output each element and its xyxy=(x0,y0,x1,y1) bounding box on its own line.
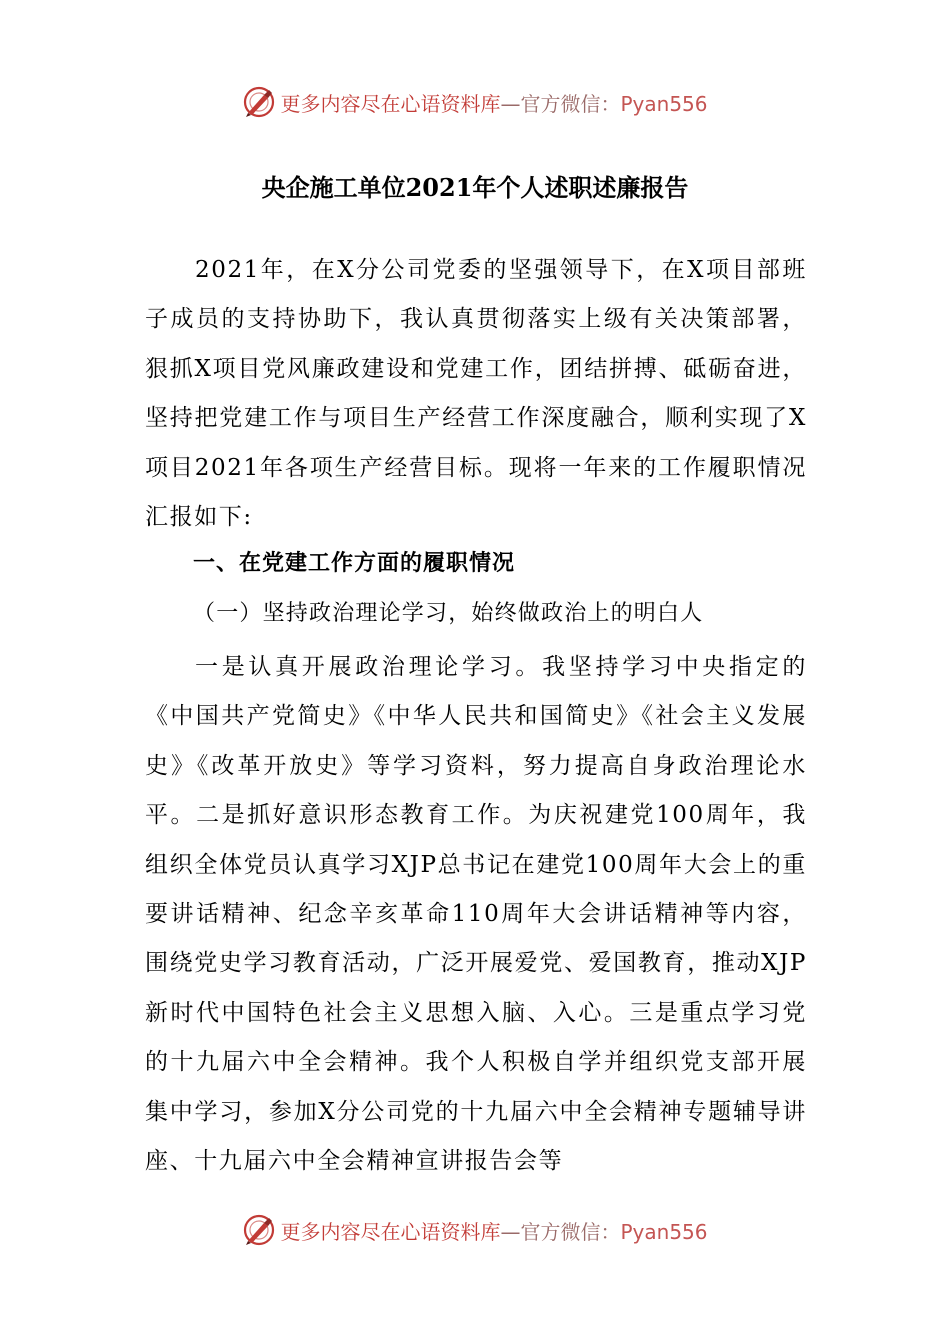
document-title: 央企施工单位2021年个人述职述廉报告 xyxy=(261,173,689,202)
watermark-dash: —官方微信： xyxy=(500,91,621,116)
watermark-id: Pyan556 xyxy=(620,1219,708,1244)
pen-logo-icon xyxy=(242,85,276,119)
pen-logo-icon xyxy=(242,1213,276,1247)
watermark-dash: —官方微信： xyxy=(500,1219,621,1244)
watermark-id: Pyan556 xyxy=(620,91,708,116)
watermark-main: 更多内容尽在心语资料库 xyxy=(280,91,501,116)
subsection-heading: （一）坚持政治理论学习，始终做政治上的明白人 xyxy=(193,601,704,626)
watermark-header xyxy=(0,80,950,124)
watermark-text xyxy=(280,88,707,117)
intro-paragraph: 2021年，在X分公司党委的坚强领导下，在X项目部班子成员的支持协助下，我认真贯彻落实上级有关决策部署，狠抓X项目党风廉政建设和党建工作，团结拼搏、砥砺奋进，坚持把党建工作与项目生产经营工作深度融合，顺利实现了X项目2021年各项生产经营目标。现将一年来的工作履职情况汇报如下: xyxy=(145,257,807,531)
watermark-main: 更多内容尽在心语资料库 xyxy=(280,1219,501,1244)
intro-block xyxy=(145,246,807,542)
section-heading: 一、在党建工作方面的履职情况 xyxy=(193,551,516,576)
body-block xyxy=(145,643,807,1186)
body-paragraph: 一是认真开展政治理论学习。我坚持学习中央指定的《中国共产党简史》《中华人民共和国简史》《社会主义发展史》《改革开放史》等学习资料，努力提高自身政治理论水平。二是抓好意识形态教育工作。为庆祝建党100周年，我组织全体党员认真学习XJP总书记在建党100周年大会上的重要讲话精神、纪念辛亥革命110周年大会讲话精神等内容，围绕党史学习教育活动，广泛开展爱党、爱国教育，推动XJP新时代中国特色社会主义思想入脑、入心。三是重点学习党的十九届六中全会精神。我个人积极自学并组织党支部开展集中学习，参加X分公司党的十九届六中全会精神专题辅导讲座、十九届六中全会精神宣讲报告会等 xyxy=(145,654,807,1175)
watermark-footer xyxy=(0,1208,950,1252)
watermark-text xyxy=(280,1216,707,1245)
